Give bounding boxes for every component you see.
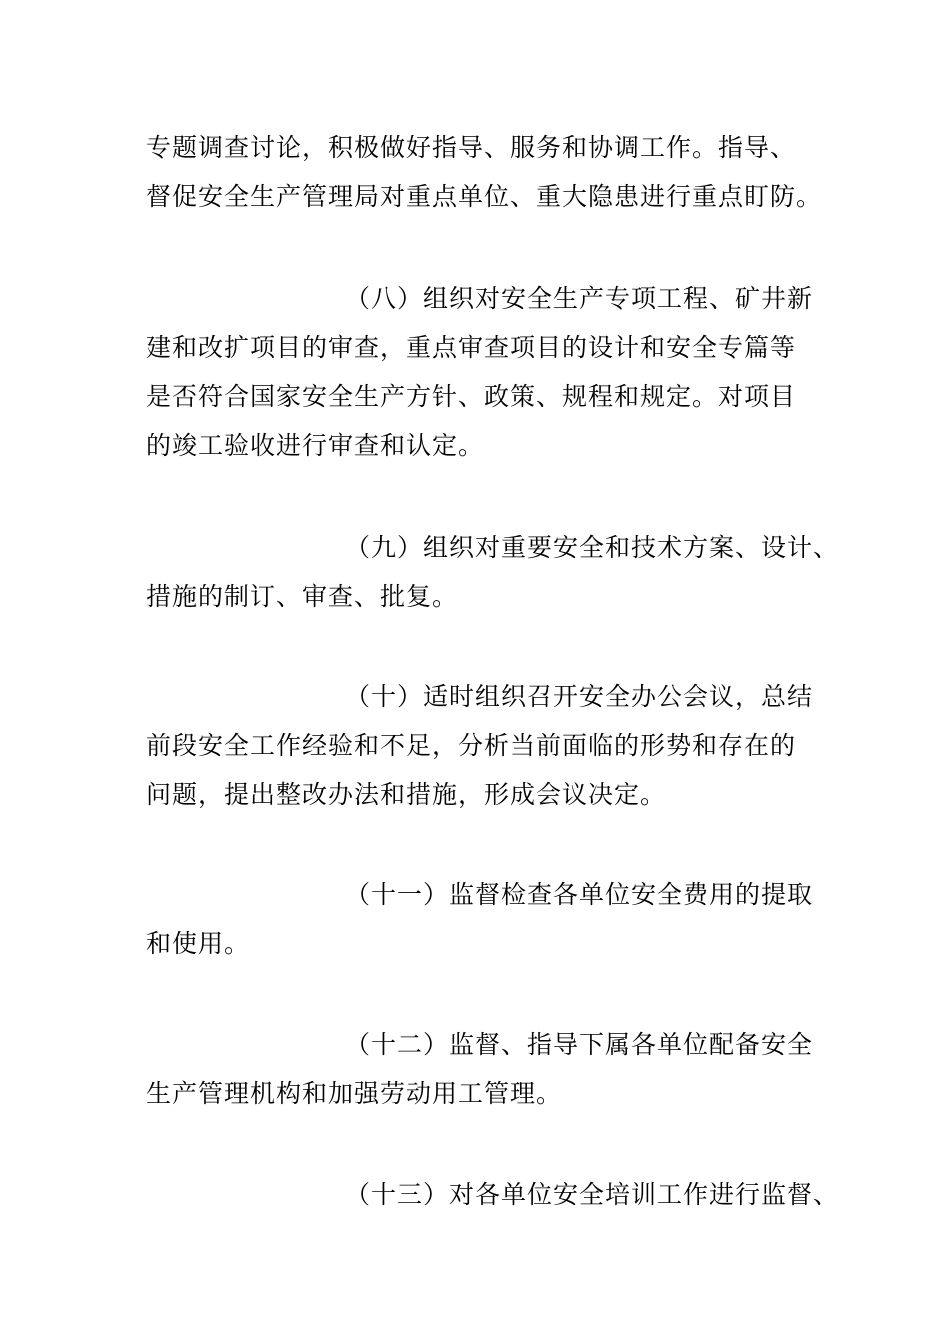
- text-line: 前段安全工作经验和不足，分析当前面临的形势和存在的: [146, 731, 797, 760]
- text-line: 督促安全生产管理局对重点单位、重大隐患进行重点盯防。: [146, 182, 823, 211]
- text-line: 的竣工验收进行审查和认定。: [146, 431, 485, 460]
- paragraph-heading-10: （十）适时组织召开安全办公会议，总结: [345, 682, 814, 711]
- text-line: 问题，提出整改办法和措施，形成会议决定。: [146, 780, 667, 809]
- text-line: 是否符合国家安全生产方针、政策、规程和规定。对项目: [146, 382, 797, 411]
- text-line: 专题调查讨论，积极做好指导、服务和协调工作。指导、: [146, 133, 797, 162]
- paragraph-heading-12: （十二）监督、指导下属各单位配备安全: [345, 1030, 814, 1059]
- text-line: 措施的制订、审查、批复。: [146, 582, 459, 611]
- paragraph-heading-8: （八）组织对安全生产专项工程、矿井新: [345, 284, 814, 313]
- text-line: 和使用。: [146, 929, 251, 958]
- paragraph-heading-9: （九）组织对重要安全和技术方案、设计、: [345, 533, 840, 562]
- paragraph-heading-13: （十三）对各单位安全培训工作进行监督、: [345, 1180, 840, 1209]
- paragraph-heading-11: （十一）监督检查各单位安全费用的提取: [345, 880, 814, 909]
- text-line: 建和改扩项目的审查，重点审查项目的设计和安全专篇等: [146, 333, 797, 362]
- text-line: 生产管理机构和加强劳动用工管理。: [146, 1079, 563, 1108]
